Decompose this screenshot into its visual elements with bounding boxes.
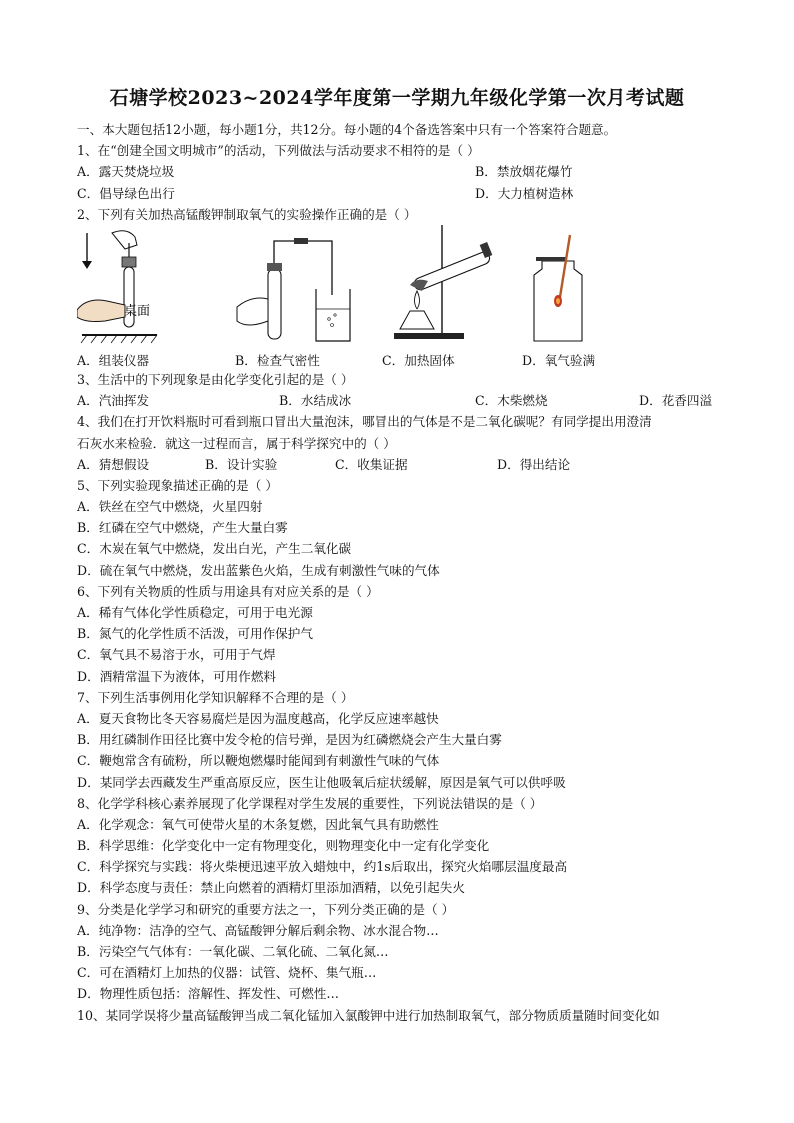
q2-option-c: C．加热固体 xyxy=(382,352,455,368)
question-5-stem: 5、下列实验现象描述正确的是（ ） xyxy=(77,477,278,493)
question-8-stem: 8、化学学科核心素养展现了化学课程对学生发展的重要性，下列说法错误的是（ ） xyxy=(77,795,543,811)
q6-option-c: C．氧气具不易溶于水，可用于气焊 xyxy=(77,647,276,663)
q6-option-d: D．酒精常温下为液体，可用作燃料 xyxy=(77,668,277,684)
q3-option-c: C．木柴燃烧 xyxy=(475,393,548,409)
question-1-options-row-1 xyxy=(77,161,737,182)
q3-option-d: D．花香四溢 xyxy=(639,393,713,409)
q9-option-c: C．可在酒精灯上加热的仪器：试管、烧杯、集气瓶… xyxy=(77,965,377,981)
q5-option-b: B．红磷在空气中燃烧，产生大量白雾 xyxy=(77,520,288,536)
question-2-stem: 2、下列有关加热高锰酸钾制取氧气的实验操作正确的是（ ） xyxy=(77,206,417,222)
q5-option-d: D．硫在氧气中燃烧，发出蓝紫色火焰，生成有刺激性气味的气体 xyxy=(77,562,440,578)
q7-option-a: A．夏天食物比冬天容易腐烂是因为温度越高，化学反应速率越快 xyxy=(77,710,439,726)
figure-heat-solid xyxy=(382,225,507,369)
q1-option-c: C．倡导绿色出行 xyxy=(77,185,175,201)
question-4-stem-line1: 4、我们在打开饮料瓶时可看到瓶口冒出大量泡沫，哪冒出的气体是不是二氧化碳呢？有同学提出用澄清 xyxy=(77,414,652,430)
gas-bottle-splint-icon xyxy=(522,225,632,345)
question-6-stem: 6、下列有关物质的性质与用途具有对应关系的是（ ） xyxy=(77,583,379,599)
question-3-stem: 3、生活中的下列现象是由化学变化引起的是（ ） xyxy=(77,371,354,387)
q3-option-a: A．汽油挥发 xyxy=(77,393,150,409)
q2-option-d: D．氧气验满 xyxy=(522,352,596,368)
section-instructions: 一、本大题包括12小题，每小题1分，共12分。每小题的4个备选答案中只有一个答案符合题意。 xyxy=(77,122,617,137)
question-4-stem-line2: 石灰水来检验．就这一过程而言，属于科学探究中的（ ） xyxy=(77,435,396,451)
q9-option-b: B．污染空气气体有：一氧化碳、二氧化硫、二氧化氮… xyxy=(77,944,389,959)
figure-check-airtightness xyxy=(232,225,382,369)
q5-option-c: C．木炭在氧气中燃烧，发出白光，产生二氧化碳 xyxy=(77,541,352,557)
q8-option-b: B．科学思维：化学变化中一定有物理变化，则物理变化中一定有化学变化 xyxy=(77,838,490,854)
q6-option-b: B．氮气的化学性质不活泼，可用作保护气 xyxy=(77,626,313,642)
question-7-stem: 7、下列生活事例用化学知识解释不合理的是（ ） xyxy=(77,689,354,705)
q7-option-b: B．用红磷制作田径比赛中发令枪的信号弹，是因为红磷燃烧会产生大量白雾 xyxy=(77,732,502,748)
airtightness-setup-icon xyxy=(232,225,382,345)
test-tube-press-icon xyxy=(77,225,197,345)
question-9-stem: 9、分类是化学学习和研究的重要方法之一，下列分类正确的是（ ） xyxy=(77,901,455,917)
q4-option-a: A．猜想假设 xyxy=(77,456,150,472)
q1-option-d: D．大力植树造林 xyxy=(475,185,574,201)
q3-option-b: B．水结成冰 xyxy=(279,393,352,409)
page-title: 石塘学校2023~2024学年度第一学期九年级化学第一次月考试题 xyxy=(109,87,685,109)
desk-label: 桌面 xyxy=(124,302,151,318)
q9-option-d: D．物理性质包括：溶解性、挥发性、可燃性… xyxy=(77,986,339,1002)
q2-option-b: B．检查气密性 xyxy=(235,352,320,368)
q8-option-a: A．化学观念：氧气可使带火星的木条复燃，因此氧气具有助燃性 xyxy=(77,816,439,832)
q8-option-d: D．科学态度与责任：禁止向燃着的酒精灯里添加酒精，以免引起失火 xyxy=(77,880,465,896)
q5-option-a: A．铁丝在空气中燃烧，火星四射 xyxy=(77,499,263,515)
q9-option-a: A．纯净物：洁净的空气、高锰酸钾分解后剩余物、冰水混合物… xyxy=(77,922,439,938)
question-10-stem: 10、某同学误将少量高锰酸钾当成二氧化锰加入氯酸钾中进行加热制取氧气，部分物质质量随时间变化如 xyxy=(77,1007,660,1023)
q4-option-d: D．得出结论 xyxy=(497,456,571,472)
question-4-options xyxy=(77,454,737,475)
q4-option-c: C．收集证据 xyxy=(335,456,408,472)
q6-option-a: A．稀有气体化学性质稳定，可用于电光源 xyxy=(77,605,313,620)
q7-option-d: D．某同学去西藏发生严重高原反应，医生让他吸氧后症状缓解，原因是氧气可以供呼吸 xyxy=(77,774,566,790)
q8-option-c: C．科学探究与实践：将火柴梗迅速平放入蜡烛中，约1s后取出，探究火焰哪层温度最高 xyxy=(77,859,568,875)
q7-option-c: C．鞭炮常含有硫粉，所以鞭炮燃爆时能闻到有刺激性气味的气体 xyxy=(77,753,440,769)
q2-option-a: A．组装仪器 xyxy=(77,352,150,368)
q4-option-b: B．设计实验 xyxy=(205,456,278,472)
question-2-figures xyxy=(77,225,737,369)
figure-assemble-apparatus xyxy=(77,225,197,369)
exam-content xyxy=(77,119,737,1026)
q1-option-a: A．露天焚烧垃圾 xyxy=(77,164,175,180)
heating-stand-icon xyxy=(382,225,507,345)
question-3-options xyxy=(77,390,737,411)
question-1-stem: 1、在“创建全国文明城市”的活动，下列做法与活动要求不相符的是（ ） xyxy=(77,143,480,159)
question-1-options-row-2 xyxy=(77,183,737,204)
q1-option-b: B．禁放烟花爆竹 xyxy=(475,164,573,180)
figure-oxygen-full-test xyxy=(522,225,632,369)
